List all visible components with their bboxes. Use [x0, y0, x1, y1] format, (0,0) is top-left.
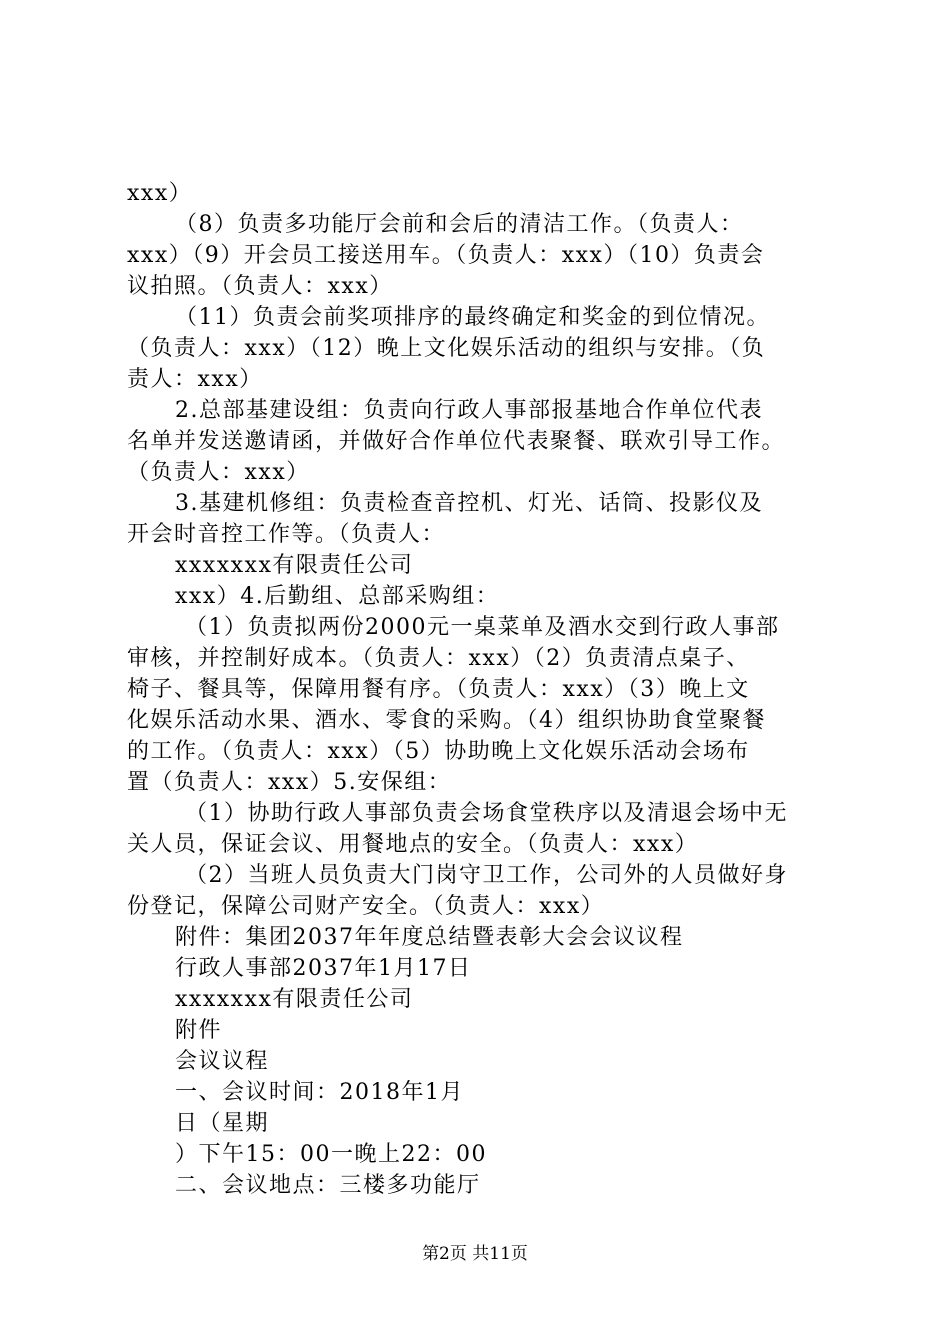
- text-line: （1）协助行政人事部负责会场食堂秩序以及清退会场中无: [185, 801, 788, 826]
- text-line: 份登记，保障公司财产安全。（负责人：xxx）: [127, 894, 605, 919]
- text-line: （2）当班人员负责大门岗守卫工作，公司外的人员做好身: [185, 863, 788, 888]
- text-line: 审核，并控制好成本。（负责人：xxx）（2）负责清点桌子、: [127, 646, 750, 671]
- text-line: （1）负责拟两份2000元一桌菜单及酒水交到行政人事部: [185, 615, 780, 640]
- text-line: 椅子、餐具等，保障用餐有序。（负责人：xxx）（3）晚上文: [127, 677, 750, 702]
- text-line: 附件: [175, 1018, 223, 1043]
- text-line: 一、会议时间：2018年1月: [175, 1080, 464, 1105]
- text-line: （11）负责会前奖项排序的最终确定和奖金的到位情况。: [175, 305, 770, 330]
- text-line: 的工作。（负责人：xxx）（5）协助晚上文化娱乐活动会场布: [127, 739, 750, 764]
- text-line: （负责人：xxx）（12）晚上文化娱乐活动的组织与安排。（负: [127, 336, 766, 361]
- text-line: xxxxxxx有限责任公司: [175, 553, 414, 578]
- text-line: 3.基建机修组：负责检查音控机、灯光、话筒、投影仪及: [175, 491, 763, 516]
- text-line: 2.总部基建设组：负责向行政人事部报基地合作单位代表: [175, 398, 763, 423]
- text-line: 行政人事部2037年1月17日: [175, 956, 472, 981]
- text-line: 化娱乐活动水果、酒水、零食的采购。（4）组织协助食堂聚餐: [127, 708, 766, 733]
- page-number-footer: 第2页 共11页: [422, 1244, 528, 1264]
- text-line: 附件：集团2037年年度总结暨表彰大会会议议程: [175, 925, 684, 950]
- text-line: 开会时音控工作等。（负责人：: [127, 522, 446, 547]
- text-line: 名单并发送邀请函，并做好合作单位代表聚餐、联欢引导工作。: [127, 429, 786, 454]
- text-line: ）下午15：00一晚上22：00: [175, 1142, 487, 1167]
- text-line: 议拍照。（负责人：xxx）: [127, 274, 393, 299]
- text-line: xxxxxxx有限责任公司: [175, 987, 414, 1012]
- text-line: 责人：xxx）: [127, 367, 263, 392]
- text-line: xxx）（9）开会员工接送用车。（负责人：xxx）（10）负责会: [127, 243, 765, 268]
- text-line: 会议议程: [175, 1049, 270, 1074]
- text-line: （负责人：xxx）: [127, 460, 310, 485]
- text-line: xxx）: [127, 181, 193, 206]
- text-line: 二、会议地点：三楼多功能厅: [175, 1173, 481, 1198]
- text-line: 置（负责人：xxx）5.安保组：: [127, 770, 452, 795]
- text-line: （8）负责多功能厅会前和会后的清洁工作。（负责人：: [175, 212, 744, 237]
- text-line: xxx）4.后勤组、总部采购组：: [175, 584, 500, 609]
- text-line: 日（星期: [175, 1111, 270, 1136]
- text-line: 关人员，保证会议、用餐地点的安全。（负责人：xxx）: [127, 832, 699, 857]
